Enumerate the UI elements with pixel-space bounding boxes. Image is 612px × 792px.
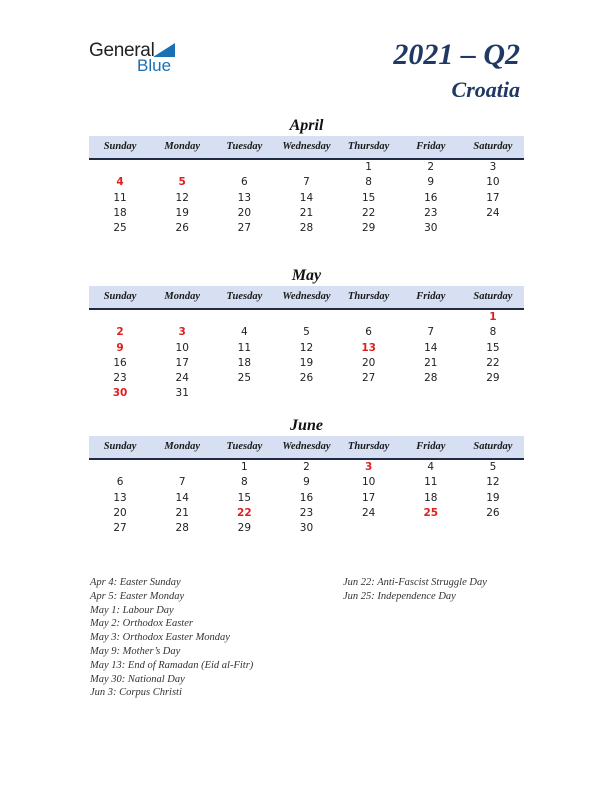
day-cell: 30 [112,387,128,400]
week-row [89,521,524,536]
day-cell: 31 [175,387,189,400]
day-cell: 9 [303,476,310,489]
week-row [89,475,524,490]
day-cell: 11 [237,341,252,354]
weekday-label: Tuesday [226,291,263,302]
day-cell: 23 [299,506,314,519]
week-row [89,341,524,356]
holiday-item: May 30: National Day [90,673,185,685]
week-row [89,491,524,506]
weekday-label: Sunday [103,291,137,302]
holiday-list-right [343,576,487,604]
day-cell: 28 [175,522,189,535]
day-cell: 6 [241,176,248,189]
week-row [89,310,524,325]
day-cell: 9 [116,341,124,354]
day-cell [275,310,337,325]
weekday-label: Monday [164,291,200,302]
day-cell: 26 [175,222,189,235]
weekday-header-row [89,136,524,160]
week-row [89,325,524,340]
month-may [89,266,524,402]
weekday-label: Friday [416,141,446,152]
day-cell: 20 [361,356,376,369]
holiday-item: Apr 4: Easter Sunday [90,577,181,588]
day-cell [338,386,400,401]
day-cell [213,386,275,401]
day-cell [213,160,275,175]
day-cell: 7 [178,476,186,489]
day-cell: 3 [489,161,497,173]
day-cell: 27 [113,522,127,535]
day-cell: 1 [489,311,497,323]
holiday-item: Jun 25: Independence Day [343,590,456,602]
weekday-label: Tuesday [226,141,263,152]
day-cell: 17 [175,356,189,369]
day-cell: 11 [113,191,127,204]
day-cell [89,310,151,325]
day-cell [338,310,400,325]
week-row [89,460,524,475]
weekday-label: Thursday [347,141,390,152]
weekday-label: Monday [164,441,200,452]
holiday-item: May 3: Orthodox Easter Monday [90,632,230,644]
day-cell: 14 [424,341,438,354]
weekday-label: Wednesday [282,441,331,452]
day-cell [275,160,337,175]
day-cell: 19 [299,356,314,369]
day-cell: 12 [486,476,500,489]
holiday-item: Apr 5: Easter Monday [90,590,185,602]
day-cell: 30 [299,522,314,535]
day-cell [338,521,400,536]
day-cell [400,521,462,536]
day-cell: 8 [489,326,497,339]
day-cell: 21 [424,356,438,369]
day-cell: 5 [303,326,310,339]
month-name: April [289,117,324,134]
day-cell: 3 [178,326,186,339]
day-cell: 7 [427,326,435,339]
day-cell: 15 [486,341,500,354]
day-cell: 13 [113,491,127,504]
weekday-header-row [89,286,524,310]
day-cell: 29 [361,222,376,235]
day-cell: 21 [299,206,314,219]
day-cell: 22 [237,506,252,519]
day-cell: 13 [361,341,376,354]
day-cell: 26 [299,372,314,385]
weekday-label: Sunday [103,141,137,152]
weekday-header-row [89,436,524,460]
day-cell: 19 [486,491,500,504]
day-cell [462,221,524,236]
day-cell: 18 [237,356,252,369]
holiday-item: Jun 22: Anti-Fascist Struggle Day [343,577,487,588]
day-cell: 4 [241,326,248,339]
day-cell: 4 [116,176,124,189]
day-cell: 24 [361,506,376,519]
weekday-label: Wednesday [282,291,331,302]
weekday-label: Sunday [103,441,137,452]
day-cell: 5 [489,461,497,473]
day-cell: 8 [241,476,248,489]
week-row [89,175,524,190]
week-row [89,221,524,236]
logo-blue-text: Blue [137,56,172,75]
day-cell: 9 [427,176,435,189]
logo-general-text: General [89,40,155,61]
day-cell: 16 [113,356,127,369]
day-cell: 10 [361,476,376,489]
holiday-item: May 1: Labour Day [90,604,174,616]
day-cell: 8 [365,176,372,189]
day-cell: 6 [116,476,124,489]
day-cell: 17 [486,191,500,204]
day-cell: 7 [303,176,310,189]
day-cell [89,460,151,475]
day-cell: 12 [299,341,314,354]
day-cell: 30 [424,222,438,235]
holiday-list-left [90,576,253,700]
page-title: 2021 – Q2 [393,38,520,71]
day-cell: 24 [486,206,500,219]
day-cell: 11 [424,476,438,489]
day-cell: 28 [299,222,314,235]
weekday-label: Tuesday [226,441,263,452]
day-cell: 24 [175,372,189,385]
day-cell: 16 [299,491,314,504]
day-cell: 12 [175,191,189,204]
day-cell: 25 [113,222,127,235]
month-june [89,416,524,536]
holiday-item: May 13: End of Ramadan (Eid al-Fitr) [90,659,254,671]
week-row [89,371,524,386]
month-name: May [291,267,322,284]
day-cell: 2 [427,161,435,173]
day-cell [213,310,275,325]
day-cell: 13 [237,191,252,204]
day-cell [151,460,213,475]
day-cell: 17 [361,491,376,504]
day-cell: 29 [486,372,500,385]
day-cell: 2 [116,326,124,339]
weekday-label: Thursday [347,441,390,452]
day-cell: 14 [175,491,189,504]
day-cell: 20 [113,506,127,519]
weekday-label: Wednesday [282,141,331,152]
day-cell: 29 [237,522,252,535]
day-cell: 27 [361,372,376,385]
day-cell: 15 [361,191,376,204]
day-cell: 18 [424,491,438,504]
country-title: Croatia [451,77,520,102]
day-cell [462,386,524,401]
weekday-label: Thursday [347,291,390,302]
day-cell [400,310,462,325]
logo-triangle-icon [153,43,175,57]
day-cell [275,386,337,401]
weekday-label: Friday [416,291,446,302]
day-cell: 2 [303,461,310,473]
day-cell: 1 [365,161,372,173]
day-cell: 3 [364,461,373,473]
day-cell: 20 [237,206,252,219]
day-cell: 23 [424,206,438,219]
day-cell: 28 [424,372,438,385]
day-cell [151,310,213,325]
weekday-label: Friday [416,441,446,452]
day-cell: 19 [175,206,189,219]
month-april [89,116,524,236]
day-cell: 25 [423,506,439,519]
day-cell [400,386,462,401]
day-cell: 21 [175,506,189,519]
day-cell: 27 [237,222,252,235]
holiday-item: May 9: Mother’s Day [90,645,181,657]
week-row [89,506,524,521]
day-cell: 4 [427,461,435,473]
day-cell: 6 [365,326,372,339]
day-cell: 14 [299,191,314,204]
day-cell: 23 [113,372,127,385]
holiday-item: May 2: Orthodox Easter [90,618,193,630]
day-cell: 22 [361,206,376,219]
logo [89,40,189,76]
day-cell: 10 [486,176,500,189]
day-cell [151,160,213,175]
day-cell: 25 [237,372,252,385]
weekday-label: Saturday [473,291,513,302]
week-row [89,386,524,401]
day-cell: 5 [178,176,186,189]
week-row [89,206,524,221]
day-cell: 10 [175,341,189,354]
day-cell [89,160,151,175]
weekday-label: Saturday [473,441,513,452]
week-row [89,160,524,175]
week-row [89,191,524,206]
week-row [89,356,524,371]
month-name: June [290,417,323,434]
holiday-item: Jun 3: Corpus Christi [90,687,182,699]
day-cell: 15 [237,491,252,504]
weekday-label: Saturday [473,141,513,152]
day-cell: 26 [486,506,500,519]
day-cell [462,521,524,536]
day-cell: 22 [486,356,500,369]
day-cell: 1 [241,461,248,473]
day-cell: 16 [424,191,438,204]
day-cell: 18 [113,206,127,219]
weekday-label: Monday [164,141,200,152]
